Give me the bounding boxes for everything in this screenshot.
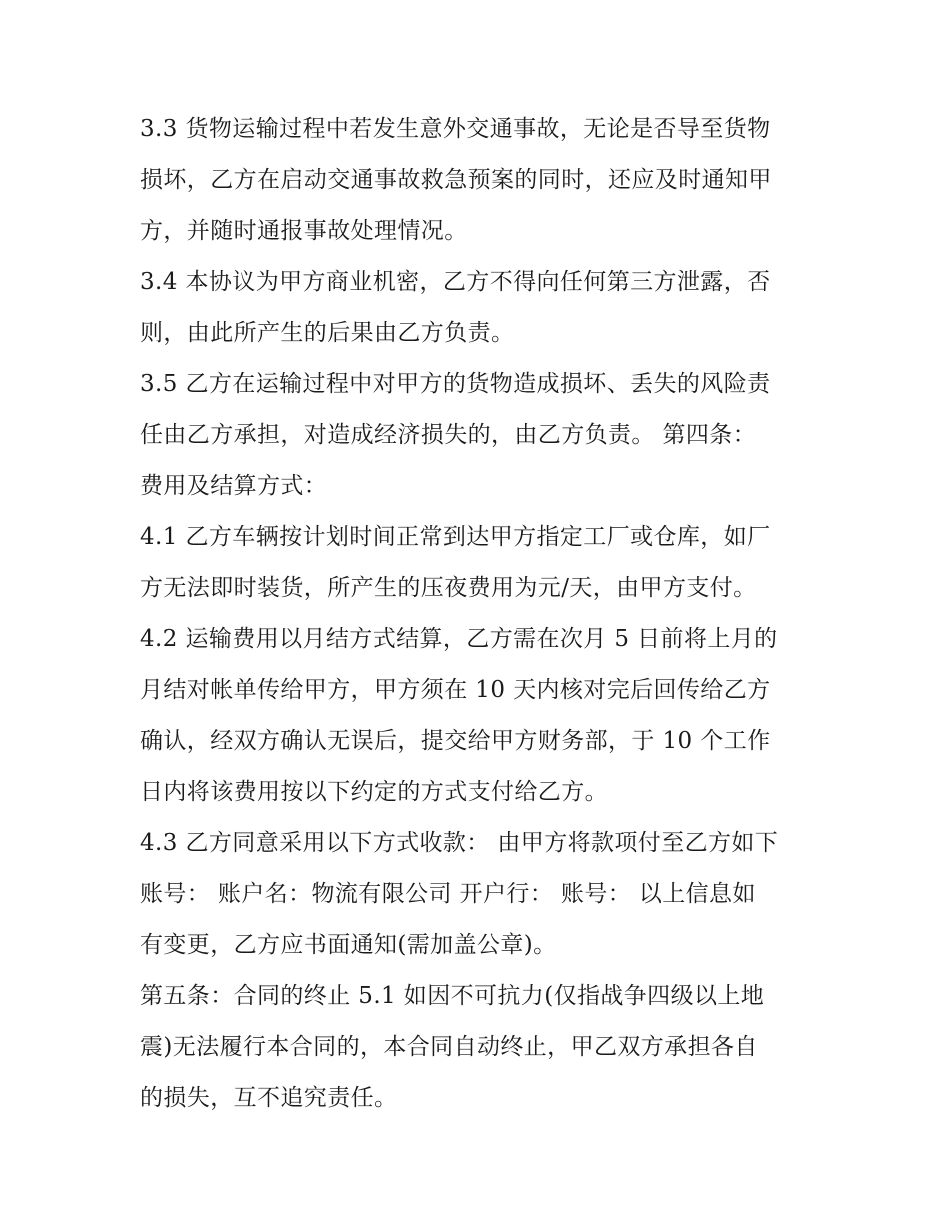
text-line: 任由乙方承担，对造成经济损失的，由乙方负责。 第四条：	[140, 422, 757, 448]
text-line: 的损失，互不追究责任。	[140, 1085, 398, 1111]
text-line: 则，由此所产生的后果由乙方负责。	[140, 320, 515, 346]
text-line: 有变更，乙方应书面通知(需加盖公章)。	[140, 932, 557, 958]
document-page	[140, 104, 820, 1124]
text-line: 3.5 乙方在运输过程中对甲方的货物造成损坏、丢失的风险责	[140, 371, 771, 397]
text-line: 第五条：合同的终止 5.1 如因不可抗力(仅指战争四级以上地	[140, 983, 765, 1009]
text-line: 3.3 货物运输过程中若发生意外交通事故，无论是否导至货物	[140, 116, 771, 142]
text-line: 方，并随时通报事故处理情况。	[140, 218, 468, 244]
text-line: 确认，经双方确认无误后，提交给甲方财务部，于 10 个工作	[140, 728, 771, 754]
text-line: 损坏，乙方在启动交通事故救急预案的同时，还应及时通知甲	[140, 167, 772, 193]
text-line: 月结对帐单传给甲方，甲方须在 10 天内核对完后回传给乙方	[140, 677, 771, 703]
text-line: 4.3 乙方同意采用以下方式收款： 由甲方将款项付至乙方如下	[140, 830, 779, 856]
text-line: 3.4 本协议为甲方商业机密，乙方不得向任何第三方泄露，否	[140, 269, 771, 295]
text-line: 账号： 账户名：物流有限公司 开户行： 账号： 以上信息如	[140, 881, 756, 907]
text-line: 4.1 乙方车辆按计划时间正常到达甲方指定工厂或仓库，如厂	[140, 524, 771, 550]
text-line: 方无法即时装货，所产生的压夜费用为元/天，由甲方支付。	[140, 575, 757, 601]
text-line: 震)无法履行本合同的，本合同自动终止，甲乙双方承担各自	[140, 1034, 758, 1060]
text-line: 费用及结算方式：	[140, 473, 328, 499]
text-line: 日内将该费用按以下约定的方式支付给乙方。	[140, 779, 608, 805]
text-line: 4.2 运输费用以月结方式结算，乙方需在次月 5 日前将上月的	[140, 626, 778, 652]
